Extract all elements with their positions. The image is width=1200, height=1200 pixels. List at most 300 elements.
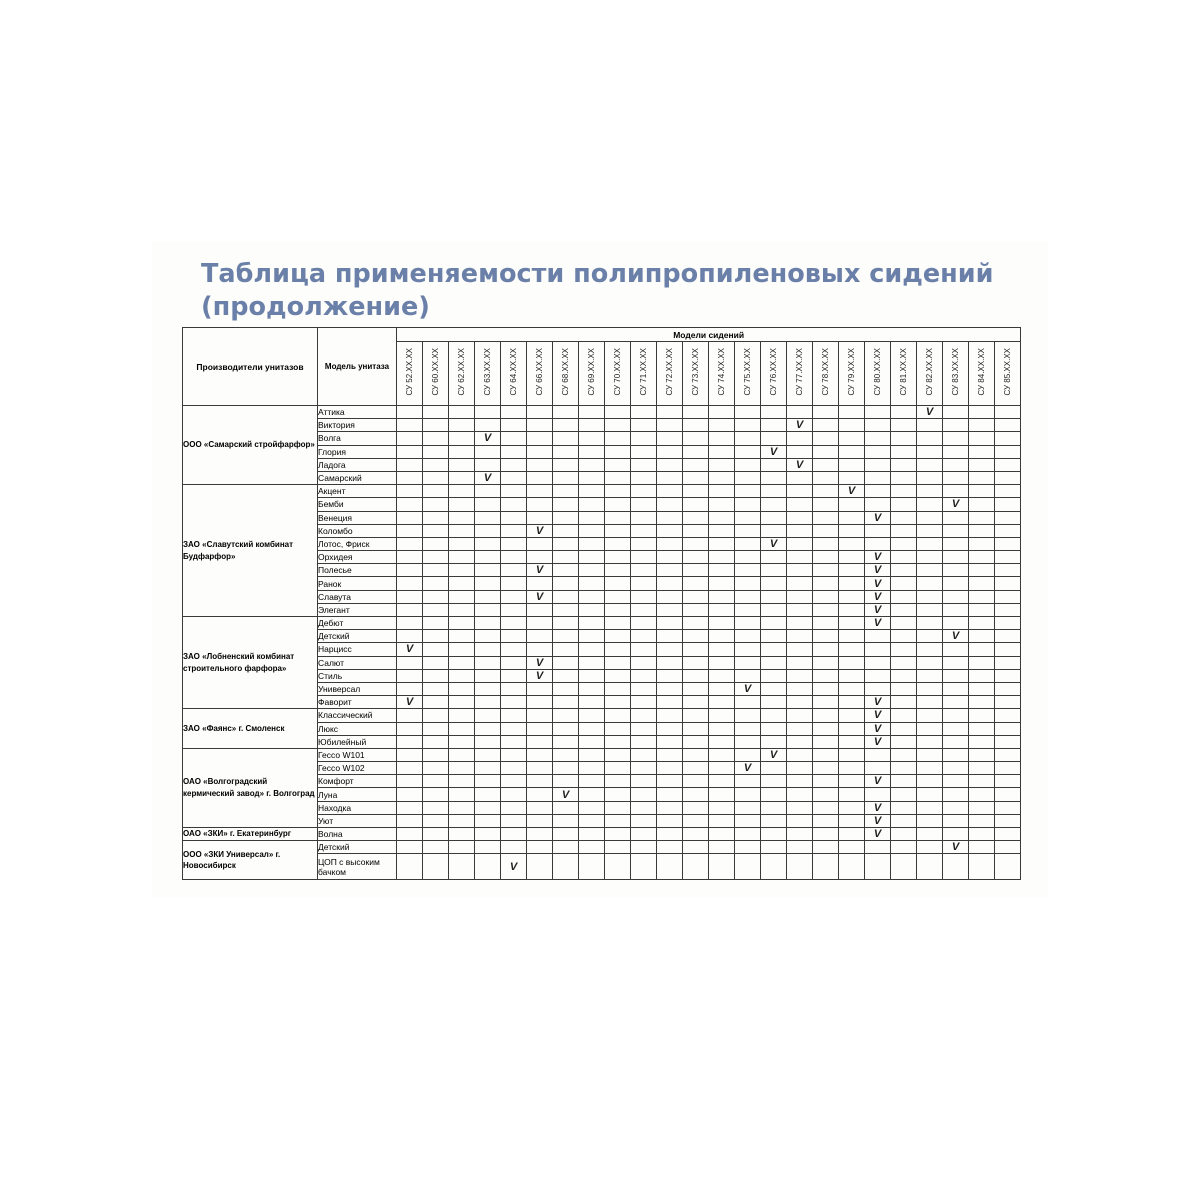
check-mark: V bbox=[501, 854, 527, 880]
model-cell: Лотос, Фриск bbox=[318, 537, 397, 550]
empty-cell bbox=[709, 788, 735, 801]
empty-cell bbox=[787, 841, 813, 854]
empty-cell bbox=[423, 669, 449, 682]
empty-cell bbox=[423, 406, 449, 419]
empty-cell bbox=[605, 498, 631, 511]
empty-cell bbox=[475, 419, 501, 432]
empty-cell bbox=[475, 643, 501, 656]
empty-cell bbox=[605, 841, 631, 854]
empty-cell bbox=[917, 735, 943, 748]
model-cell: Славута bbox=[318, 590, 397, 603]
empty-cell bbox=[995, 801, 1021, 814]
empty-cell bbox=[423, 828, 449, 841]
empty-cell bbox=[995, 498, 1021, 511]
empty-cell bbox=[813, 577, 839, 590]
empty-cell bbox=[839, 669, 865, 682]
empty-cell bbox=[683, 564, 709, 577]
empty-cell bbox=[787, 828, 813, 841]
empty-cell bbox=[917, 722, 943, 735]
empty-cell bbox=[579, 498, 605, 511]
empty-cell bbox=[605, 577, 631, 590]
empty-cell bbox=[761, 656, 787, 669]
empty-cell bbox=[579, 854, 605, 880]
check-mark: V bbox=[865, 828, 891, 841]
empty-cell bbox=[683, 722, 709, 735]
empty-cell bbox=[787, 854, 813, 880]
empty-cell bbox=[943, 722, 969, 735]
empty-cell bbox=[501, 551, 527, 564]
empty-cell bbox=[397, 551, 423, 564]
check-mark: V bbox=[839, 485, 865, 498]
empty-cell bbox=[683, 669, 709, 682]
empty-cell bbox=[553, 814, 579, 827]
empty-cell bbox=[397, 445, 423, 458]
empty-cell bbox=[579, 735, 605, 748]
empty-cell bbox=[995, 419, 1021, 432]
empty-cell bbox=[657, 775, 683, 788]
empty-cell bbox=[813, 432, 839, 445]
empty-cell bbox=[579, 577, 605, 590]
empty-cell bbox=[683, 498, 709, 511]
empty-cell bbox=[787, 406, 813, 419]
empty-cell bbox=[605, 814, 631, 827]
empty-cell bbox=[917, 801, 943, 814]
seat-code-label: СУ 82.XX.XX bbox=[924, 348, 934, 396]
empty-cell bbox=[735, 511, 761, 524]
empty-cell bbox=[527, 432, 553, 445]
empty-cell bbox=[813, 696, 839, 709]
empty-cell bbox=[449, 709, 475, 722]
empty-cell bbox=[865, 682, 891, 695]
empty-cell bbox=[839, 696, 865, 709]
empty-cell bbox=[839, 406, 865, 419]
empty-cell bbox=[891, 643, 917, 656]
empty-cell bbox=[709, 564, 735, 577]
empty-cell bbox=[969, 445, 995, 458]
empty-cell bbox=[839, 617, 865, 630]
empty-cell bbox=[397, 577, 423, 590]
empty-cell bbox=[969, 485, 995, 498]
empty-cell bbox=[943, 551, 969, 564]
empty-cell bbox=[579, 537, 605, 550]
empty-cell bbox=[891, 577, 917, 590]
empty-cell bbox=[813, 603, 839, 616]
empty-cell bbox=[891, 498, 917, 511]
empty-cell bbox=[423, 775, 449, 788]
empty-cell bbox=[735, 696, 761, 709]
manufacturer-cell: ЗАО «Славутский комбинат Будфарфор» bbox=[183, 485, 318, 617]
model-cell: Волга bbox=[318, 432, 397, 445]
empty-cell bbox=[475, 762, 501, 775]
empty-cell bbox=[683, 762, 709, 775]
empty-cell bbox=[631, 406, 657, 419]
empty-cell bbox=[423, 551, 449, 564]
empty-cell bbox=[787, 735, 813, 748]
seat-code-label: СУ 66.XX.XX bbox=[534, 348, 544, 396]
table-row bbox=[183, 617, 1021, 630]
empty-cell bbox=[449, 828, 475, 841]
empty-cell bbox=[865, 854, 891, 880]
empty-cell bbox=[969, 841, 995, 854]
empty-cell bbox=[605, 445, 631, 458]
empty-cell bbox=[839, 682, 865, 695]
seat-code-label: СУ 79.XX.XX bbox=[846, 348, 856, 396]
empty-cell bbox=[423, 748, 449, 761]
seat-code-header bbox=[579, 342, 605, 406]
empty-cell bbox=[527, 828, 553, 841]
empty-cell bbox=[943, 432, 969, 445]
empty-cell bbox=[709, 617, 735, 630]
empty-cell bbox=[423, 590, 449, 603]
empty-cell bbox=[605, 551, 631, 564]
empty-cell bbox=[995, 841, 1021, 854]
seat-code-label: СУ 63.XX.XX bbox=[482, 348, 492, 396]
empty-cell bbox=[891, 419, 917, 432]
empty-cell bbox=[891, 537, 917, 550]
empty-cell bbox=[709, 748, 735, 761]
empty-cell bbox=[917, 458, 943, 471]
seat-models-header: Модели сидений bbox=[397, 328, 1021, 342]
empty-cell bbox=[605, 564, 631, 577]
empty-cell bbox=[943, 445, 969, 458]
empty-cell bbox=[735, 432, 761, 445]
empty-cell bbox=[501, 485, 527, 498]
empty-cell bbox=[553, 458, 579, 471]
empty-cell bbox=[969, 669, 995, 682]
empty-cell bbox=[969, 458, 995, 471]
empty-cell bbox=[657, 814, 683, 827]
empty-cell bbox=[501, 524, 527, 537]
empty-cell bbox=[631, 854, 657, 880]
check-mark: V bbox=[917, 406, 943, 419]
seat-code-label: СУ 73.XX.XX bbox=[690, 348, 700, 396]
empty-cell bbox=[631, 419, 657, 432]
empty-cell bbox=[475, 748, 501, 761]
check-mark: V bbox=[527, 656, 553, 669]
empty-cell bbox=[891, 406, 917, 419]
empty-cell bbox=[839, 603, 865, 616]
empty-cell bbox=[553, 603, 579, 616]
empty-cell bbox=[579, 682, 605, 695]
empty-cell bbox=[735, 748, 761, 761]
empty-cell bbox=[397, 828, 423, 841]
empty-cell bbox=[631, 603, 657, 616]
empty-cell bbox=[761, 643, 787, 656]
empty-cell bbox=[943, 814, 969, 827]
empty-cell bbox=[475, 537, 501, 550]
empty-cell bbox=[995, 577, 1021, 590]
empty-cell bbox=[995, 696, 1021, 709]
empty-cell bbox=[787, 722, 813, 735]
empty-cell bbox=[969, 590, 995, 603]
empty-cell bbox=[475, 682, 501, 695]
empty-cell bbox=[501, 537, 527, 550]
empty-cell bbox=[761, 682, 787, 695]
check-mark: V bbox=[865, 590, 891, 603]
manufacturer-cell: ООО «Самарский стройфарфор» bbox=[183, 406, 318, 485]
empty-cell bbox=[449, 788, 475, 801]
empty-cell bbox=[423, 762, 449, 775]
model-cell: Стиль bbox=[318, 669, 397, 682]
empty-cell bbox=[553, 775, 579, 788]
empty-cell bbox=[839, 445, 865, 458]
empty-cell bbox=[761, 722, 787, 735]
empty-cell bbox=[917, 775, 943, 788]
empty-cell bbox=[605, 590, 631, 603]
empty-cell bbox=[839, 458, 865, 471]
empty-cell bbox=[449, 445, 475, 458]
empty-cell bbox=[527, 788, 553, 801]
empty-cell bbox=[787, 669, 813, 682]
empty-cell bbox=[735, 722, 761, 735]
empty-cell bbox=[605, 432, 631, 445]
empty-cell bbox=[813, 643, 839, 656]
empty-cell bbox=[969, 801, 995, 814]
empty-cell bbox=[709, 524, 735, 537]
empty-cell bbox=[839, 419, 865, 432]
empty-cell bbox=[891, 551, 917, 564]
empty-cell bbox=[553, 577, 579, 590]
empty-cell bbox=[735, 551, 761, 564]
empty-cell bbox=[579, 748, 605, 761]
empty-cell bbox=[501, 577, 527, 590]
empty-cell bbox=[605, 775, 631, 788]
seat-code-label: СУ 75.XX.XX bbox=[742, 348, 752, 396]
empty-cell bbox=[579, 485, 605, 498]
empty-cell bbox=[631, 537, 657, 550]
empty-cell bbox=[787, 656, 813, 669]
empty-cell bbox=[787, 564, 813, 577]
empty-cell bbox=[449, 577, 475, 590]
empty-cell bbox=[423, 841, 449, 854]
check-mark: V bbox=[787, 458, 813, 471]
empty-cell bbox=[917, 669, 943, 682]
empty-cell bbox=[397, 485, 423, 498]
empty-cell bbox=[917, 630, 943, 643]
empty-cell bbox=[631, 788, 657, 801]
empty-cell bbox=[943, 590, 969, 603]
empty-cell bbox=[917, 471, 943, 484]
seat-code-label: СУ 60.XX.XX bbox=[430, 348, 440, 396]
seat-code-header bbox=[397, 342, 423, 406]
empty-cell bbox=[891, 617, 917, 630]
empty-cell bbox=[657, 828, 683, 841]
empty-cell bbox=[813, 801, 839, 814]
empty-cell bbox=[735, 603, 761, 616]
empty-cell bbox=[631, 511, 657, 524]
empty-cell bbox=[969, 814, 995, 827]
empty-cell bbox=[631, 458, 657, 471]
empty-cell bbox=[605, 458, 631, 471]
check-mark: V bbox=[475, 432, 501, 445]
empty-cell bbox=[969, 788, 995, 801]
empty-cell bbox=[995, 485, 1021, 498]
empty-cell bbox=[813, 656, 839, 669]
model-cell: Фаворит bbox=[318, 696, 397, 709]
seat-code-label: СУ 62.XX.XX bbox=[456, 348, 466, 396]
check-mark: V bbox=[943, 630, 969, 643]
empty-cell bbox=[501, 458, 527, 471]
empty-cell bbox=[397, 656, 423, 669]
empty-cell bbox=[631, 485, 657, 498]
empty-cell bbox=[917, 537, 943, 550]
table-row bbox=[183, 709, 1021, 722]
empty-cell bbox=[995, 511, 1021, 524]
empty-cell bbox=[657, 762, 683, 775]
empty-cell bbox=[735, 630, 761, 643]
empty-cell bbox=[709, 841, 735, 854]
empty-cell bbox=[891, 762, 917, 775]
empty-cell bbox=[397, 432, 423, 445]
empty-cell bbox=[865, 406, 891, 419]
empty-cell bbox=[527, 841, 553, 854]
empty-cell bbox=[787, 551, 813, 564]
empty-cell bbox=[657, 432, 683, 445]
empty-cell bbox=[527, 406, 553, 419]
empty-cell bbox=[943, 617, 969, 630]
empty-cell bbox=[917, 656, 943, 669]
empty-cell bbox=[735, 590, 761, 603]
model-cell: Уют bbox=[318, 814, 397, 827]
empty-cell bbox=[813, 682, 839, 695]
empty-cell bbox=[995, 471, 1021, 484]
empty-cell bbox=[527, 458, 553, 471]
empty-cell bbox=[709, 643, 735, 656]
empty-cell bbox=[579, 419, 605, 432]
empty-cell bbox=[891, 524, 917, 537]
model-cell: Детский bbox=[318, 841, 397, 854]
empty-cell bbox=[423, 696, 449, 709]
empty-cell bbox=[735, 617, 761, 630]
empty-cell bbox=[527, 801, 553, 814]
empty-cell bbox=[631, 801, 657, 814]
empty-cell bbox=[657, 841, 683, 854]
empty-cell bbox=[579, 630, 605, 643]
empty-cell bbox=[761, 511, 787, 524]
check-mark: V bbox=[865, 801, 891, 814]
empty-cell bbox=[501, 775, 527, 788]
empty-cell bbox=[423, 801, 449, 814]
empty-cell bbox=[787, 603, 813, 616]
empty-cell bbox=[813, 511, 839, 524]
empty-cell bbox=[397, 682, 423, 695]
empty-cell bbox=[761, 419, 787, 432]
seat-code-header bbox=[735, 342, 761, 406]
check-mark: V bbox=[865, 577, 891, 590]
empty-cell bbox=[397, 511, 423, 524]
empty-cell bbox=[891, 564, 917, 577]
empty-cell bbox=[839, 643, 865, 656]
seat-code-label: СУ 84.XX.XX bbox=[976, 348, 986, 396]
empty-cell bbox=[917, 551, 943, 564]
empty-cell bbox=[501, 498, 527, 511]
empty-cell bbox=[917, 524, 943, 537]
model-cell: Комфорт bbox=[318, 775, 397, 788]
empty-cell bbox=[579, 471, 605, 484]
empty-cell bbox=[709, 577, 735, 590]
seat-code-header bbox=[605, 342, 631, 406]
empty-cell bbox=[891, 445, 917, 458]
empty-cell bbox=[709, 722, 735, 735]
empty-cell bbox=[631, 762, 657, 775]
empty-cell bbox=[423, 603, 449, 616]
empty-cell bbox=[813, 828, 839, 841]
empty-cell bbox=[605, 735, 631, 748]
check-mark: V bbox=[865, 617, 891, 630]
empty-cell bbox=[553, 617, 579, 630]
empty-cell bbox=[917, 643, 943, 656]
empty-cell bbox=[917, 603, 943, 616]
empty-cell bbox=[605, 406, 631, 419]
empty-cell bbox=[553, 471, 579, 484]
model-cell: Гессо W101 bbox=[318, 748, 397, 761]
empty-cell bbox=[553, 551, 579, 564]
empty-cell bbox=[423, 854, 449, 880]
empty-cell bbox=[943, 775, 969, 788]
empty-cell bbox=[657, 696, 683, 709]
empty-cell bbox=[943, 735, 969, 748]
empty-cell bbox=[553, 498, 579, 511]
empty-cell bbox=[605, 603, 631, 616]
empty-cell bbox=[865, 419, 891, 432]
empty-cell bbox=[761, 775, 787, 788]
model-cell: Люкс bbox=[318, 722, 397, 735]
empty-cell bbox=[969, 828, 995, 841]
empty-cell bbox=[683, 458, 709, 471]
empty-cell bbox=[527, 471, 553, 484]
empty-cell bbox=[709, 603, 735, 616]
seat-code-header bbox=[475, 342, 501, 406]
empty-cell bbox=[501, 735, 527, 748]
seat-code-header bbox=[969, 342, 995, 406]
empty-cell bbox=[631, 696, 657, 709]
empty-cell bbox=[839, 630, 865, 643]
empty-cell bbox=[579, 814, 605, 827]
empty-cell bbox=[683, 590, 709, 603]
empty-cell bbox=[709, 551, 735, 564]
check-mark: V bbox=[553, 788, 579, 801]
empty-cell bbox=[449, 498, 475, 511]
empty-cell bbox=[761, 762, 787, 775]
empty-cell bbox=[917, 788, 943, 801]
empty-cell bbox=[839, 551, 865, 564]
empty-cell bbox=[735, 735, 761, 748]
empty-cell bbox=[605, 722, 631, 735]
empty-cell bbox=[995, 722, 1021, 735]
empty-cell bbox=[631, 722, 657, 735]
seat-code-label: СУ 52.XX.XX bbox=[404, 348, 414, 396]
empty-cell bbox=[579, 788, 605, 801]
empty-cell bbox=[787, 643, 813, 656]
empty-cell bbox=[891, 603, 917, 616]
seat-code-header bbox=[709, 342, 735, 406]
empty-cell bbox=[605, 617, 631, 630]
empty-cell bbox=[657, 445, 683, 458]
empty-cell bbox=[735, 669, 761, 682]
empty-cell bbox=[709, 854, 735, 880]
empty-cell bbox=[995, 735, 1021, 748]
empty-cell bbox=[839, 471, 865, 484]
empty-cell bbox=[631, 577, 657, 590]
empty-cell bbox=[839, 498, 865, 511]
empty-cell bbox=[553, 722, 579, 735]
model-cell: Салют bbox=[318, 656, 397, 669]
empty-cell bbox=[761, 432, 787, 445]
empty-cell bbox=[605, 537, 631, 550]
empty-cell bbox=[865, 788, 891, 801]
manufacturer-cell: ООО «ЗКИ Универсал» г. Новосибирск bbox=[183, 841, 318, 880]
empty-cell bbox=[657, 669, 683, 682]
